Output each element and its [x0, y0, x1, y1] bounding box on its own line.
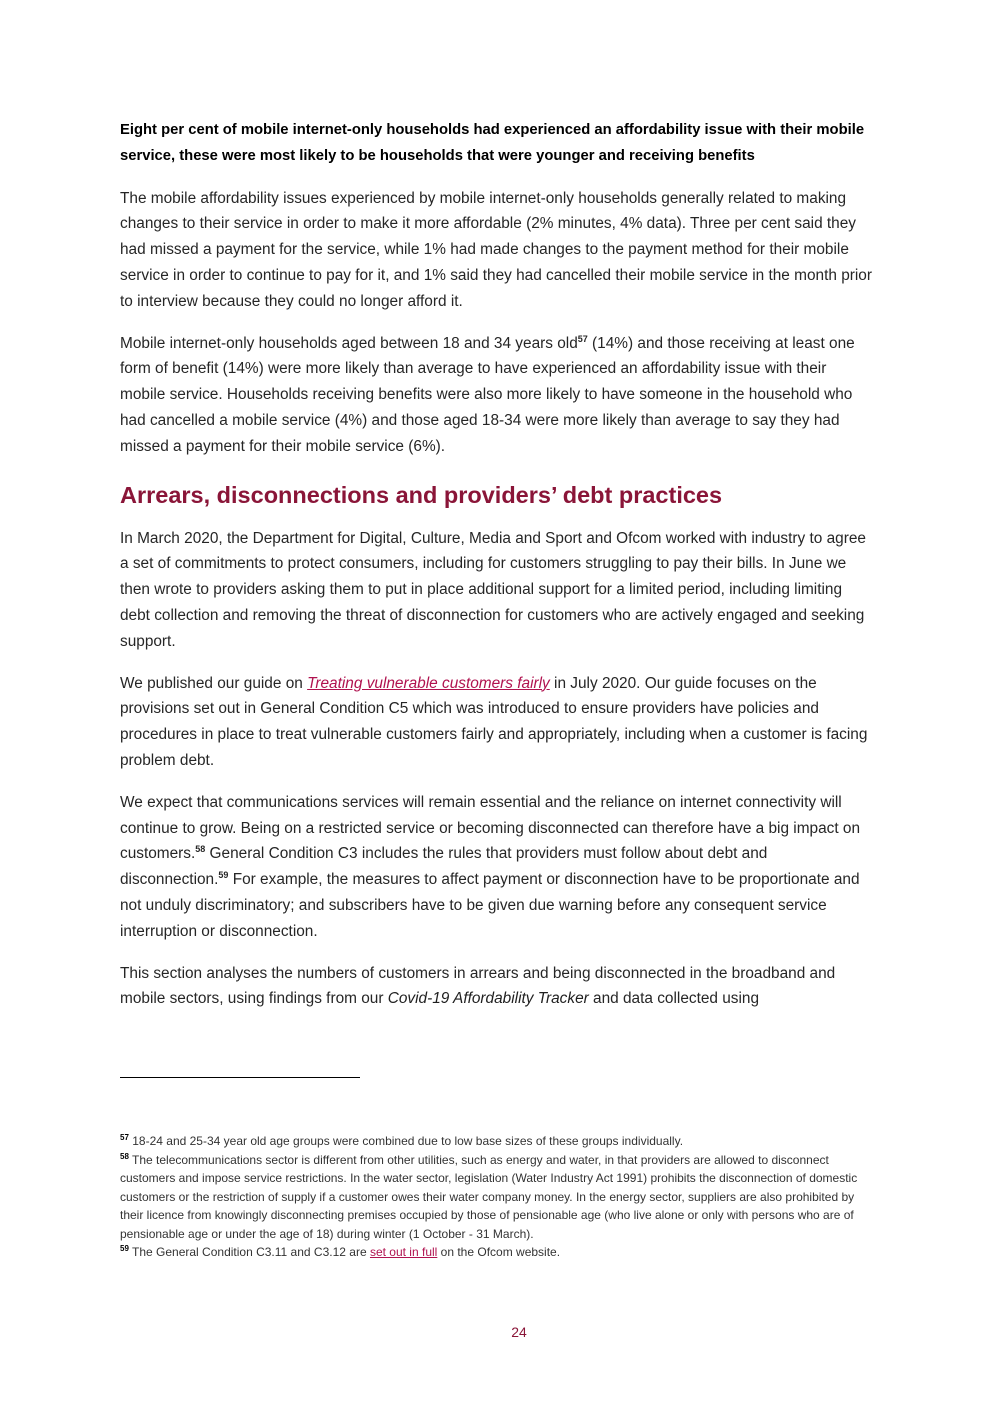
- footnote-text: on the Ofcom website.: [437, 1245, 561, 1259]
- paragraph-text: This section analyses the numbers of customers in arrears and being disconnected in the broadband and mobile sectors, using findings from our: [120, 964, 836, 1008]
- tracker-title: Covid-19 Affordability Tracker: [387, 990, 589, 1008]
- page-number: 24: [511, 1324, 527, 1340]
- paragraph-section-overview: [120, 961, 875, 1013]
- footnote-separator: [120, 1077, 360, 1078]
- treating-vulnerable-customers-link[interactable]: Treating vulnerable customers fairly: [307, 674, 550, 692]
- paragraph-text: For example, the measures to affect payment or disconnection have to be proportionate and not unduly discriminatory; and subscribers have to be given due warning before any consequent service interruption or disconnection.: [120, 871, 860, 940]
- main-content: [120, 118, 875, 1028]
- footnote-number: 57: [120, 1133, 129, 1142]
- footnote-text: The General Condition C3.11 and C3.12 are: [128, 1245, 370, 1259]
- footnote-58: [120, 1151, 875, 1244]
- footnote-text: 18-24 and 25-34 year old age groups were combined due to low base sizes of these groups individually.: [128, 1134, 684, 1148]
- paragraph-guide: [120, 671, 875, 774]
- footnote-59: [120, 1243, 875, 1262]
- paragraph-text: We published our guide on: [120, 674, 308, 692]
- paragraph-affordability-issues: The mobile affordability issues experienced by mobile internet-only households generally related to making changes to their service in order to make it more affordable (2% minutes, 4% data). Three per cent said they had missed a payment for the service, while 1% had made changes to the payment method for their mobile service in order to continue to pay for it, and 1% said they had cancelled their mobile service in the month prior to interview because they could no longer afford it.: [120, 189, 872, 310]
- paragraph-text: (14%) and those receiving at least one form of benefit (14%) were more likely than average to have experienced an affordability issue with their mobile service. Households receiving benefits were also more likely to have someone in the household who had cancelled a mobile service (4%) and those aged 18-34 were more likely than average to say they had missed a payment for their mobile service (6%).: [120, 334, 855, 455]
- set-out-in-full-link[interactable]: set out in full: [369, 1245, 438, 1259]
- paragraph-text: and data collected using: [588, 990, 760, 1008]
- paragraph-text: Mobile internet-only households aged between 18 and 34 years old: [120, 334, 578, 352]
- paragraph-essential-services: [120, 790, 875, 945]
- footnote-ref-58[interactable]: 58: [195, 844, 206, 855]
- section-heading: Arrears, disconnections and providers’ debt practices: [120, 481, 723, 508]
- footnote-ref-57[interactable]: 57: [577, 333, 588, 344]
- paragraph-text: General Condition C3 includes the rules that providers must follow about debt and disconnection.: [120, 845, 768, 889]
- footnote-57: [120, 1132, 875, 1151]
- paragraph-age-benefits: [120, 331, 875, 460]
- paragraph-text: in July 2020. Our guide focuses on the provisions set out in General Condition C5 which was introduced to ensure providers have policies and procedures in place to treat vulnerable customers fairly and appropriately, including when a customer is facing problem debt.: [120, 674, 868, 769]
- lead-statement: Eight per cent of mobile internet-only households had experienced an affordability issue with their mobile service, these were most likely to be households that were younger and receiving benefits: [120, 122, 865, 164]
- footnote-ref-59[interactable]: 59: [218, 870, 229, 881]
- paragraph-text: We expect that communications services will remain essential and the reliance on internet connectivity will continue to grow. Being on a restricted service or becoming disconnected can therefore have a big impact on customers.: [120, 793, 861, 863]
- footnote-number: 59: [120, 1244, 129, 1253]
- footnote-number: 58: [120, 1151, 129, 1161]
- footnote-text: The telecommunications sector is different from other utilities, such as energy and water, in that providers are allowed to disconnect customers and impose service restrictions. In the water sector, legislation (Water Industry Act 1991) prohibits the disconnection of domestic customers or the restriction of supply if a customer owes their water company money. In the energy sector, suppliers are also prohibited by their licence from knowingly disconnecting premises occupied by those of pensionable age (who live alone or only with persons who are of pensionable age or under the age of 18) during winter (1 October - 31 March).: [120, 1152, 858, 1241]
- footnotes: [120, 1132, 875, 1262]
- paragraph-commitments: In March 2020, the Department for Digital, Culture, Media and Sport and Ofcom worked with industry to agree a set of commitments to protect consumers, including for customers struggling to pay their bills. In June we then wrote to providers asking them to put in place additional support for a limited period, including limiting debt collection and removing the threat of disconnection for customers who are actively engaged and seeking support.: [120, 529, 866, 650]
